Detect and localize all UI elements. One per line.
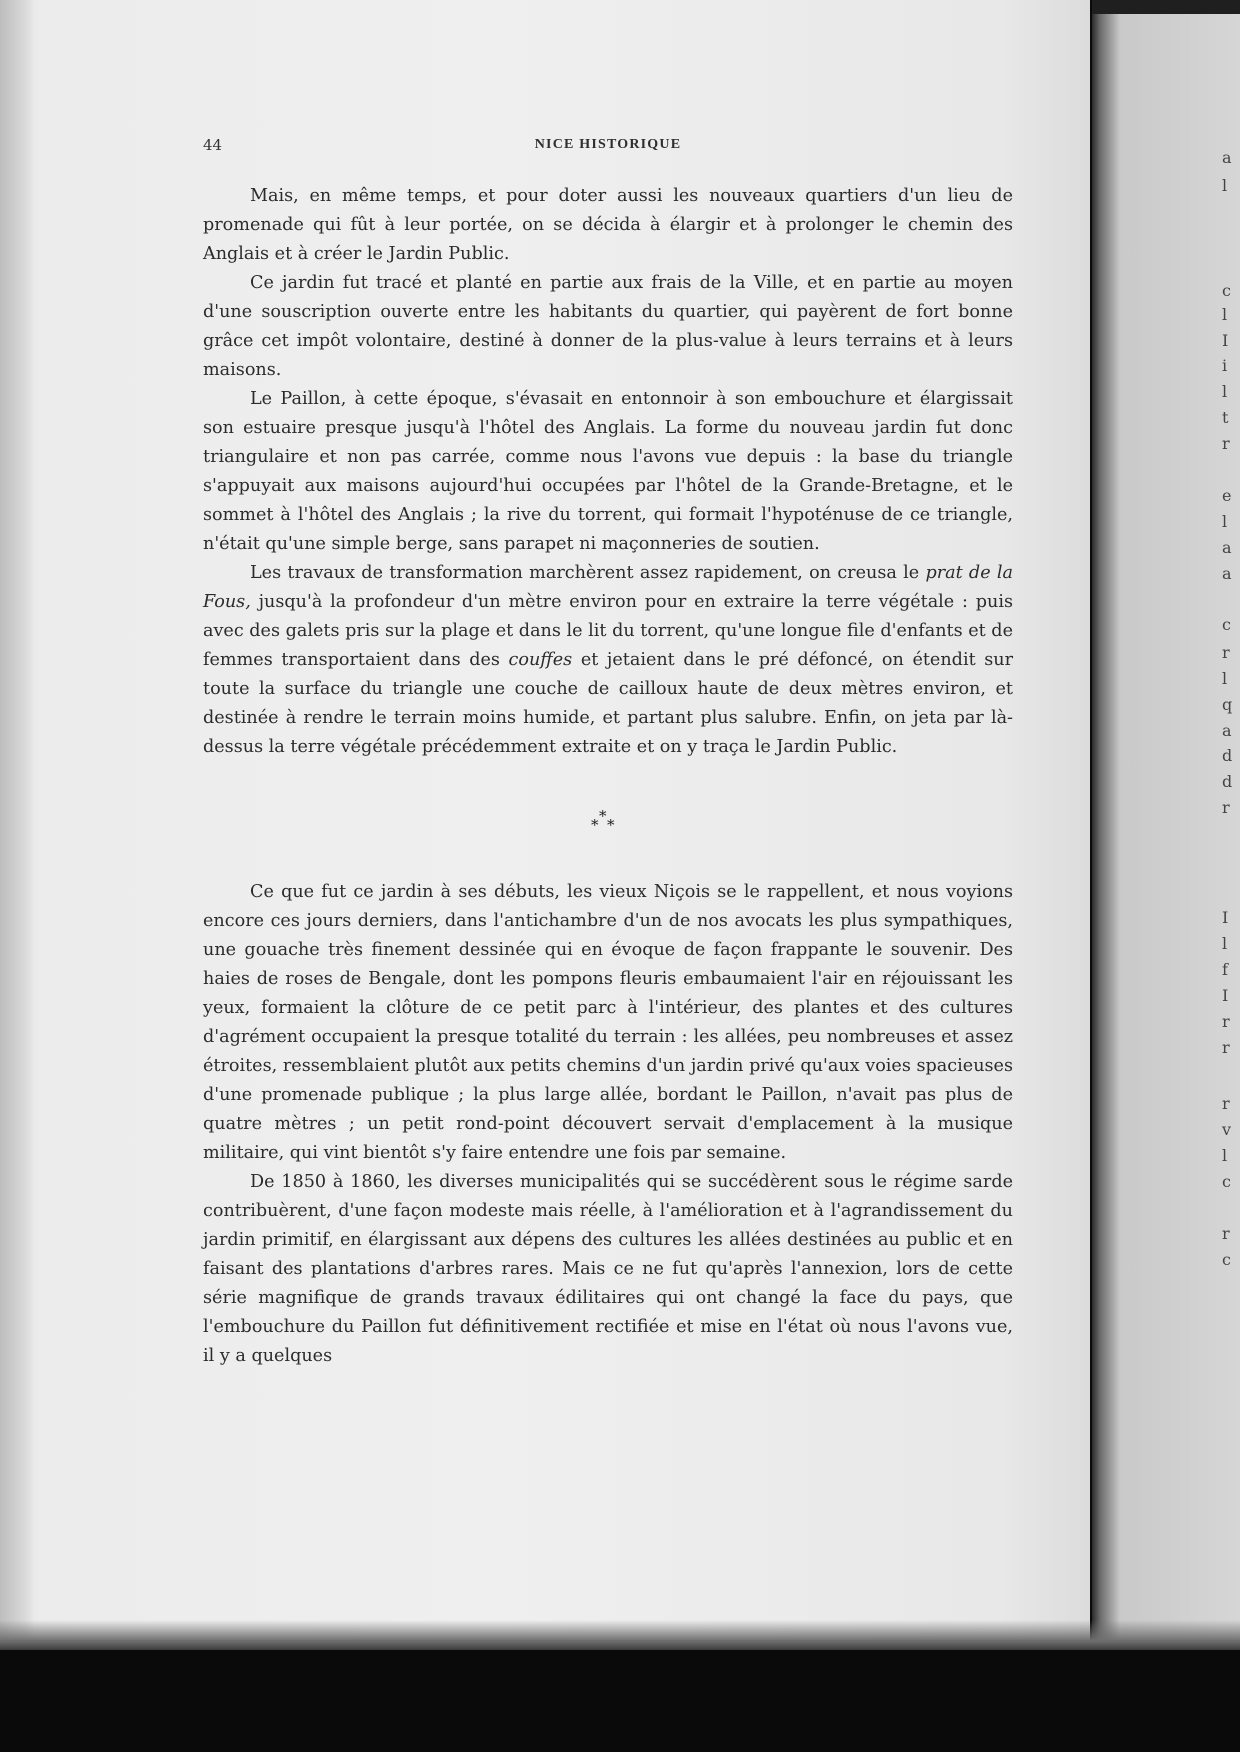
next-page-letter: r [1222,1038,1230,1057]
next-page-letter: r [1222,434,1230,453]
next-page-letter: l [1222,669,1228,688]
next-page-letter: v [1222,1120,1232,1139]
next-page-letter: a [1222,564,1232,583]
next-page-letter: c [1222,1172,1231,1191]
next-page-letter: q [1222,695,1233,714]
paragraph-4-part-1: Les travaux de transformation marchèrent assez rapidement, on creusa le [250,563,926,583]
next-page-letter: I [1222,331,1229,350]
next-page-letter: t [1222,408,1229,427]
next-page-letter: a [1222,538,1232,557]
next-page-letter: r [1222,1012,1230,1031]
next-page-letter: d [1222,772,1233,791]
next-page-letter: l [1222,305,1228,324]
next-page-letter: l [1222,382,1228,401]
next-page-letter: r [1222,1094,1230,1113]
next-page-letter: d [1222,746,1233,765]
asterism-separator [203,762,1013,878]
next-page-edge [1092,0,1240,1640]
italic-couffes: couffes [508,650,573,670]
paragraph-6: De 1850 à 1860, les diverses municipalités qui se succédèrent sous le régime sarde contribuèrent, d'une façon modeste mais réelle, à l'amélioration et à l'agrandissement du jardin primitif, en élargissant aux dépens des cultures les allées destinées au public et en faisant des plantations d'arbres rares. Mais ce ne fut qu'après l'annexion, lors de cette série magnifique de grands travaux édilitaires qui ont changé la face du pays, que l'embouchure du Paillon fut définitivement rectifiée et mise en l'état où nous l'avons vue, il y a quelques [203,1172,1013,1366]
body-text [203,182,1013,1371]
paragraph-4-part-3: et jetaient dans le pré défoncé, on étendit sur toute la surface du triangle une couche de cailloux haute de deux mètres environ, et destinée à rendre le terrain moins humide, et partant plus salubre. Enfin, on jeta par là-dessus la terre végétale précédemment extraite et on y traça le Jardin Public. [203,650,1014,757]
paragraph-3: Le Paillon, à cette époque, s'évasait en entonnoir à son embouchure et élargissait son estuaire presque jusqu'à l'hôtel des Anglais. La forme du nouveau jardin fut donc triangulaire et non pas carrée, comme nous l'avons vue depuis : la base du triangle s'appuyait aux maisons aujourd'hui occupées par l'hôtel de la Grande-Bretagne, et le sommet à l'hôtel des Anglais ; la rive du torrent, qui formait l'hypoténuse de ce triangle, n'était qu'une simple berge, sans parapet ni maçonneries de soutien. [203,389,1013,554]
paragraph-4 [203,559,1013,762]
next-page-letter: f [1222,960,1228,979]
asterism-star-left: * [591,816,599,834]
next-page-letter: l [1222,934,1228,953]
next-page-letter: a [1222,721,1232,740]
next-page-letter: a [1222,148,1232,167]
running-title: NICE HISTORIQUE [534,137,682,152]
next-page-letter: c [1222,1250,1231,1269]
next-page-letter: I [1222,908,1229,927]
next-page-letter: c [1222,615,1231,634]
next-page-top-shadow [1092,0,1240,14]
next-page-letter: r [1222,643,1230,662]
next-page-letter: i [1222,356,1228,375]
next-page-letter: c [1222,281,1231,300]
next-page-letter: l [1222,176,1228,195]
paragraph-5: Ce que fut ce jardin à ses débuts, les vieux Niçois se le rappellent, et nous voyions encore ces jours derniers, dans l'antichambre d'un de nos avocats les plus sympathiques, une gouache très finement dessinée qui en évoque de façon frappante le souvenir. Des haies de roses de Bengale, dont les pompons fleuris embaumaient l'air en réjouissant les yeux, formaient la clôture de ce petit parc à l'intérieur, des plantes et des cultures d'agrément occupaient la presque totalité du terrain : les allées, peu nombreuses et assez étroites, ressemblaient plutôt aux petits chemins d'un jardin privé qu'aux voies spacieuses d'une promenade publique ; la plus large allée, bordant le Paillon, n'avait pas plus de quatre mètres ; un petit rond-point découvert servait d'emplacement à la musique militaire, qui vint bientôt s'y faire entendre une fois par semaine. [203,882,1013,1163]
next-page-letter: r [1222,798,1230,817]
next-page-letter: e [1222,486,1232,505]
paragraph-2: Ce jardin fut tracé et planté en partie aux frais de la Ville, et en partie au moyen d'une souscription ouverte entre les habitants du quartier, qui payèrent de fort bonne grâce cet impôt volontaire, destiné à donner de la plus-value à leurs terrains et à leurs maisons. [203,273,1013,380]
page-bottom-shadow [0,1620,1240,1650]
paragraph-1: Mais, en même temps, et pour doter aussi les nouveaux quartiers d'un lieu de promenade qui fût à leur portée, on se décida à élargir et à prolonger le chemin des Anglais et à créer le Jardin Public. [203,186,1013,264]
page-number: 44 [203,136,223,154]
asterism-star-top: * [599,807,607,825]
next-page-letter: I [1222,986,1229,1005]
paragraph-4-part-2: jusqu'à la profondeur d'un mètre environ pour en extraire la terre végétale : puis avec des galets pris sur la plage et dans le lit du torrent, qu'une longue file d'enfants et de femmes transportaient dans des [203,592,1013,670]
next-page-letter: l [1222,1146,1228,1165]
italic-prat-de-la-fous: prat de la Fous, [203,563,1013,612]
next-page-letter: l [1222,512,1228,531]
page-header [203,136,1013,160]
next-page-letter: r [1222,1224,1230,1243]
page-gutter-shadow [0,0,34,1640]
asterism-star-right: * [607,816,615,834]
